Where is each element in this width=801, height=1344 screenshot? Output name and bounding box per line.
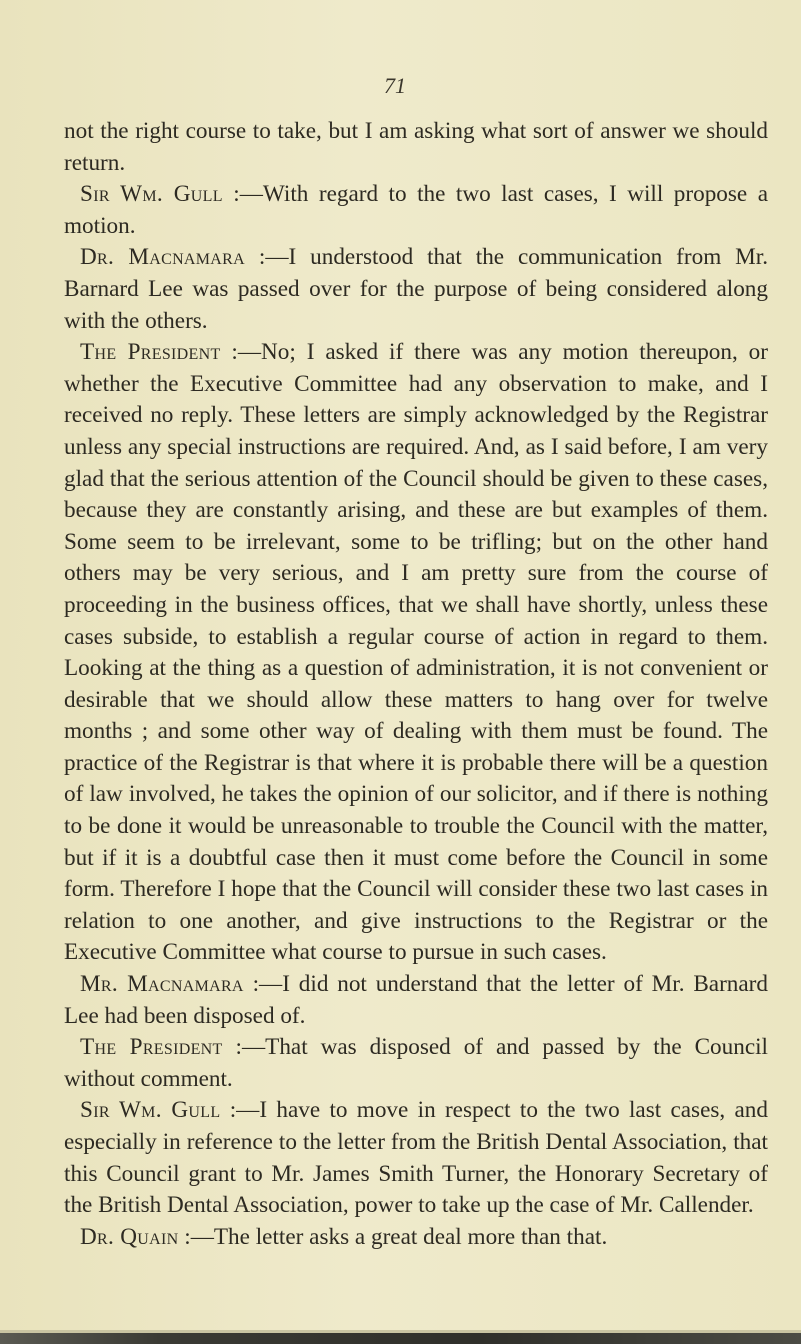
paragraph-text: :—That was disposed of and passed by the Council without comment.	[64, 1034, 769, 1092]
body-text	[64, 116, 768, 1253]
paragraph	[64, 179, 768, 242]
speaker-name: The President	[80, 339, 221, 366]
page-bottom-edge	[0, 1333, 801, 1344]
speaker-name: Sir Wm. Gull	[80, 181, 223, 208]
speaker-name: The President	[80, 1034, 223, 1061]
paragraph-text: :—I have to move in respect to the two last cases, and especially in reference to the letter from the British Dental Association, that this Council grant to Mr. James Smith Turner, the Honorary Secretary of the British Dental Association, power to take up the case of Mr. Callender.	[64, 1097, 768, 1219]
paragraph-text: :—The letter asks a great deal more than that.	[178, 1223, 608, 1250]
paragraph	[64, 969, 768, 1032]
paragraph-text: :—I did not understand that the letter of Mr. Barnard Lee had been disposed of.	[64, 971, 768, 1029]
paragraph	[64, 337, 768, 969]
speaker-name: Dr. Quain	[80, 1223, 179, 1250]
paragraph-text: not the right course to take, but I am asking what sort of answer we should return.	[64, 118, 768, 176]
paragraph-text: :—With regard to the two last cases, I will propose a motion.	[64, 181, 768, 239]
paragraph	[64, 116, 768, 179]
speaker-name: Mr. Macnamara	[80, 971, 244, 998]
page-number: 71	[384, 73, 406, 98]
paragraph	[64, 242, 768, 337]
paragraph-text: :—I understood that the communication from Mr. Barnard Lee was passed over for the purpose of being considered along with the others.	[64, 244, 768, 334]
speaker-name: Sir Wm. Gull	[80, 1097, 221, 1124]
speaker-name: Dr. Macnamara	[80, 244, 245, 271]
paragraph	[64, 1222, 768, 1254]
paragraph	[64, 1032, 768, 1095]
paragraph	[64, 1095, 768, 1221]
paragraph-text: :—No; I asked if there was any motion thereupon, or whether the Executive Committee had any observation to make, and I received no reply. These letters are simply acknowledged by the Registrar unless any special instructions are required. And, as I said before, I am very glad that the serious attention of the Council should be given to these cases, because they are constantly arising, and these are but examples of them. Some seem to be irrelevant, some to be trifling; but on the other hand others may be very serious, and I am pretty sure from the course of proceeding in the business offices, that we shall have shortly, unless these cases subside, to establish a regular course of action in regard to them. Looking at the thing as a question of administration, it is not convenient or desirable that we should allow these matters to hang over for twelve months ; and some other way of dealing with them must be found. The practice of the Registrar is that where it is probable there will be a question of law involved, he takes the opinion of our solicitor, and if there is nothing to be done it would be unreasonable to trouble the Council with the matter, but if it is a doubtful case then it must come before the Council in some form. Therefore I hope that the Council will consider these two last cases in relation to one another, and give instructions to the Registrar or the Executive Committee what course to pursue in such cases.	[64, 339, 768, 966]
